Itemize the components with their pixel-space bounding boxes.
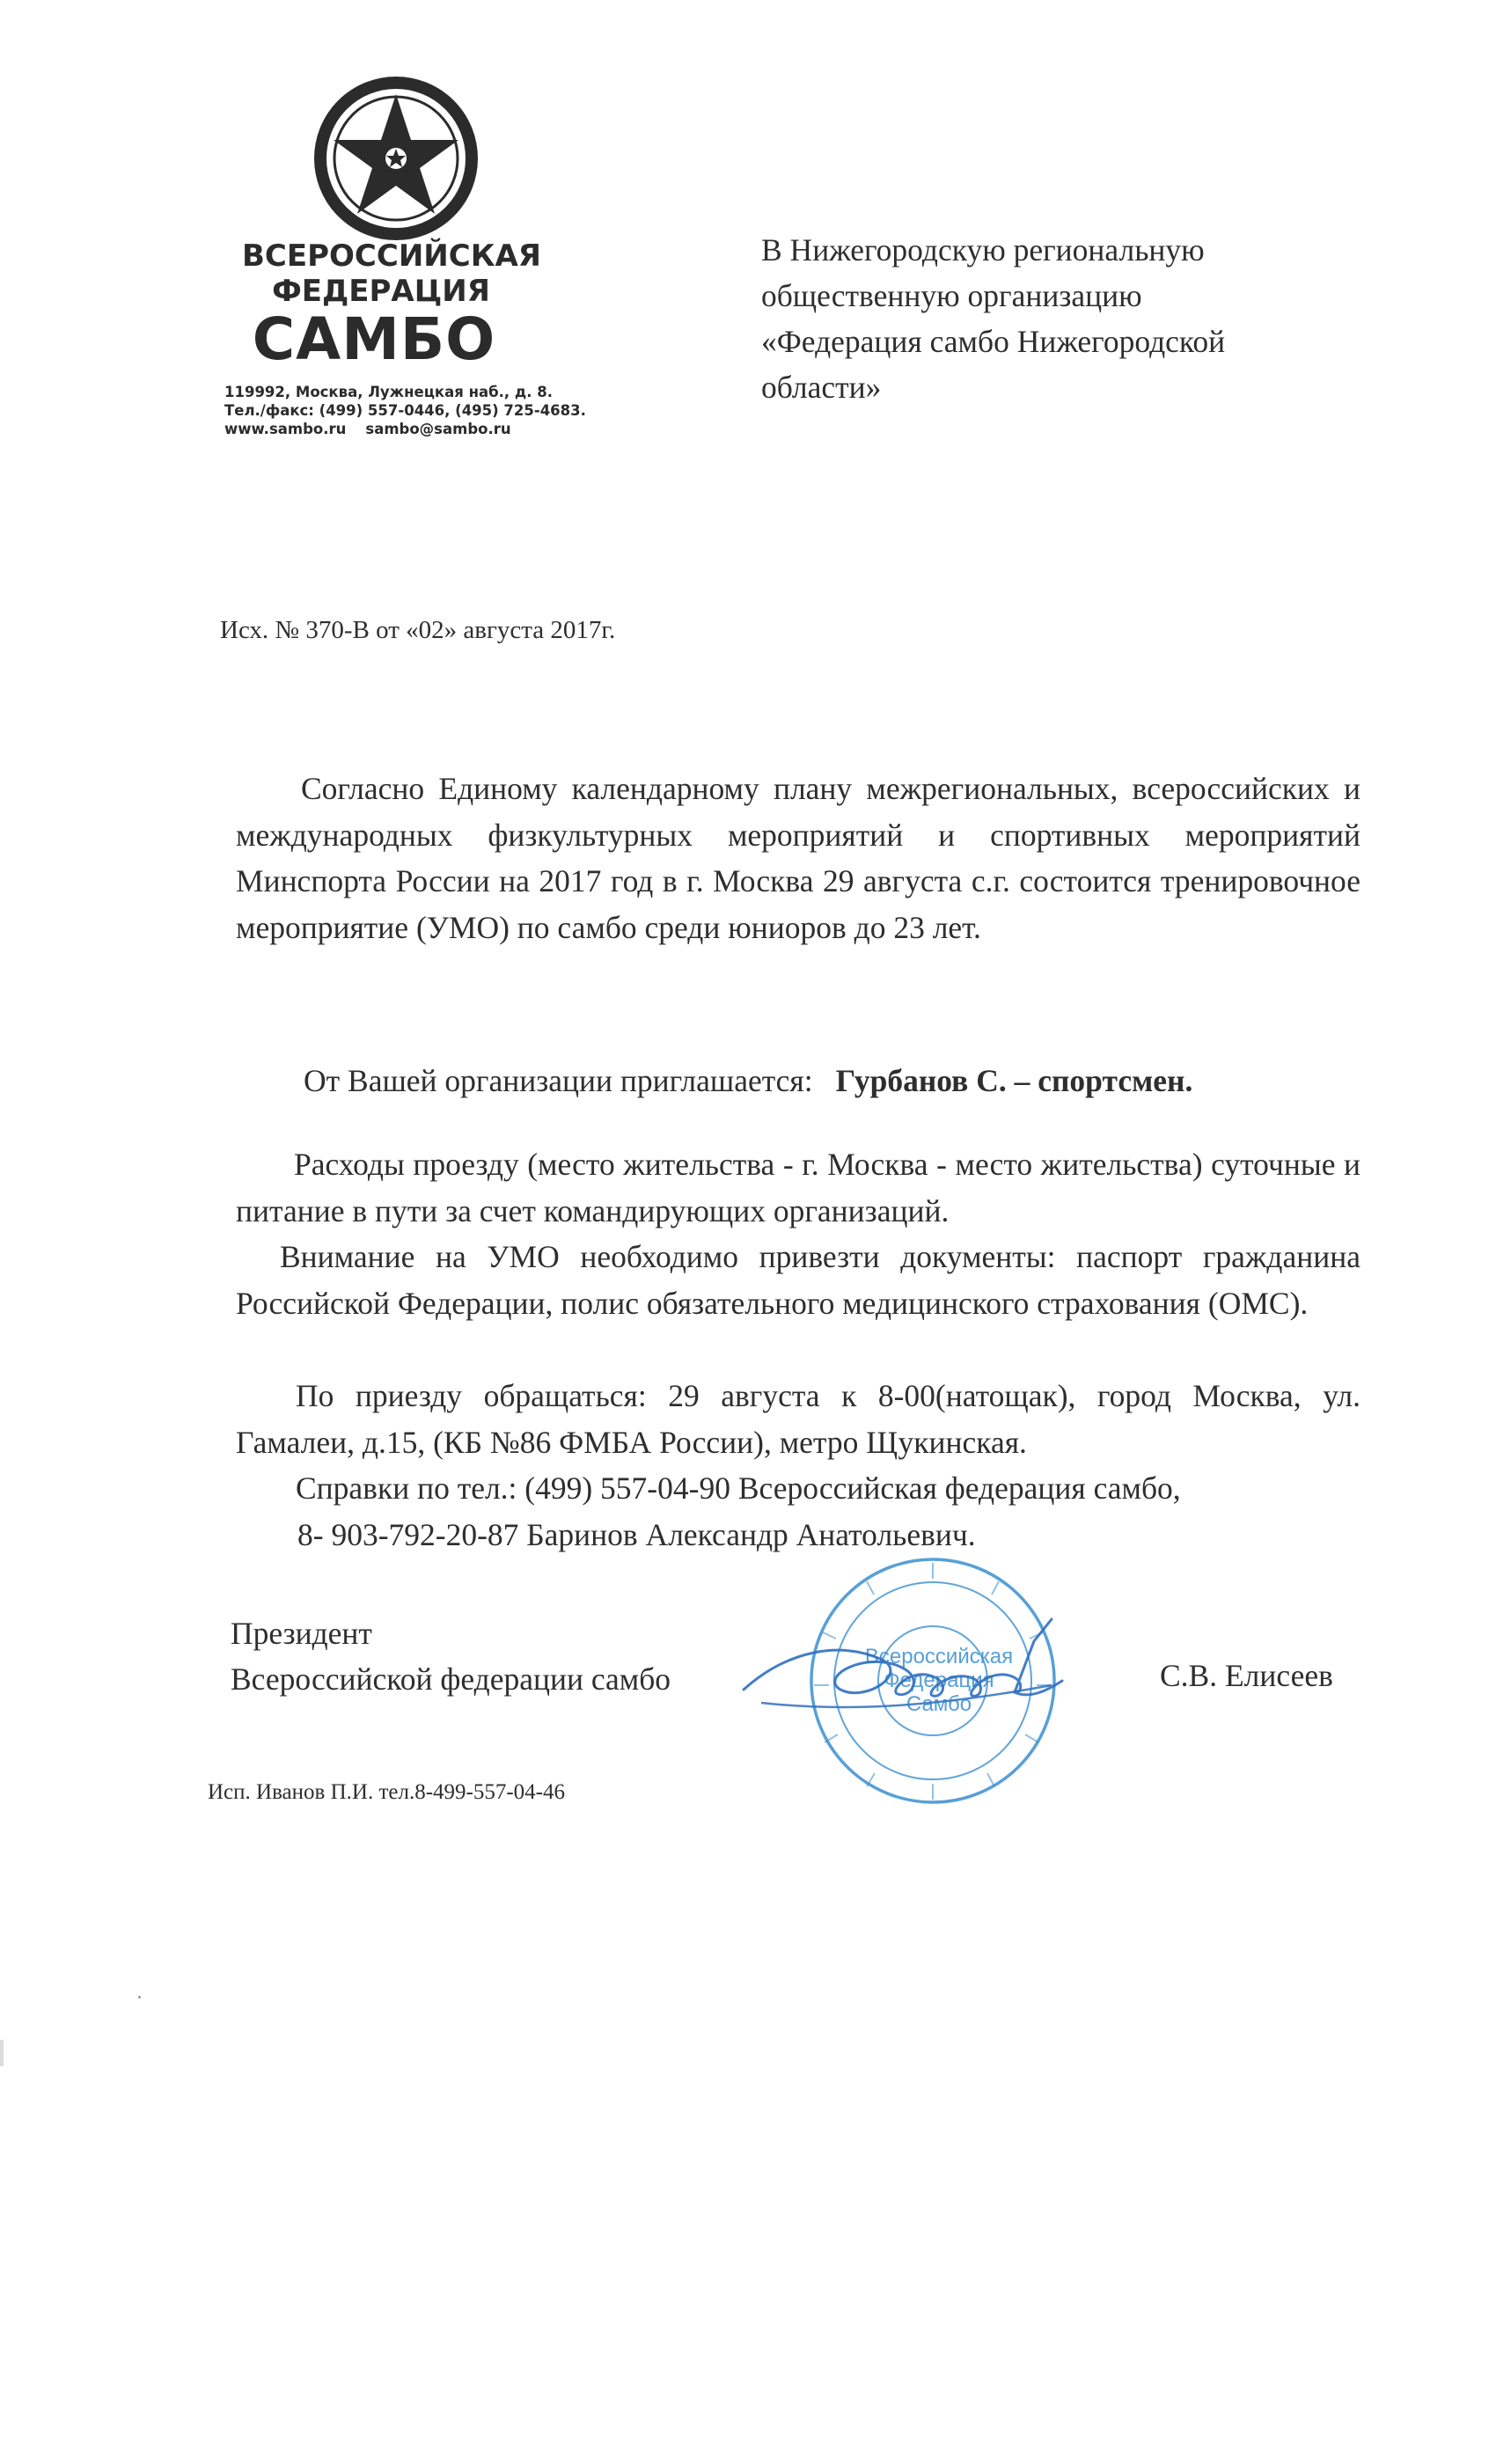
- svg-text:Всероссийская: Всероссийская: [864, 1645, 1014, 1668]
- invite-label: От Вашей организации приглашается:: [304, 1063, 813, 1098]
- svg-text:Федерация: Федерация: [884, 1668, 994, 1692]
- org-phone: Тел./факс: (499) 557-0446, (495) 725-4683.: [224, 402, 586, 419]
- addressee-line: «Федерация самбо Нижегородской: [761, 324, 1226, 359]
- addressee-line: области»: [761, 370, 882, 405]
- outgoing-number: Исх. № 370-В от «02» августа 2017г.: [220, 616, 616, 644]
- official-stamp-and-signature: [735, 1536, 1104, 1817]
- signatory-title-line: Президент: [231, 1616, 372, 1651]
- scan-edge-mark: [0, 2040, 4, 2066]
- star-in-circle-emblem-icon: [312, 75, 480, 242]
- signatory-name: С.В. Елисеев: [1160, 1658, 1333, 1693]
- org-name-line2: ФЕДЕРАЦИЯ: [272, 274, 490, 309]
- body-paragraph: По приезду обращаться: 29 августа к 8-00(натощак), город Москва, ул. Гамалеи, д.15, (КБ №86 ФМБА России), метро Щукинская.: [236, 1378, 1360, 1460]
- signatory-title-line: Всероссийской федерации самбо: [231, 1661, 671, 1697]
- org-email: sambo@sambo.ru: [365, 421, 511, 437]
- letterhead-contacts: [224, 383, 586, 438]
- addressee-line: В Нижегородскую региональную: [761, 232, 1205, 268]
- org-address: 119992, Москва, Лужнецкая наб., д. 8.: [224, 384, 554, 400]
- body-paragraph: Согласно Единому календарному плану межрегиональных, всероссийских и международных физкультурных мероприятий и спортивных мероприятий Минспорта России на 2017 год в г. Москва 29 августа с.г. состоится тренировочное мероприятие (УМО) по самбо среди юниоров до 23 лет.: [236, 771, 1360, 945]
- executor-info: Исп. Иванов П.И. тел.8-499-557-04-46: [208, 1780, 565, 1804]
- org-name-line1: ВСЕРОССИЙСКАЯ: [242, 238, 541, 274]
- body-paragraph: Внимание на УМО необходимо привезти документы: паспорт гражданина Российской Федерации, полис обязательного медицинского страхования (ОМС).: [236, 1239, 1360, 1321]
- addressee-line: общественную организацию: [761, 278, 1142, 313]
- scan-speck: [138, 1996, 141, 1998]
- invited-person: Гурбанов С. – спортсмен.: [835, 1063, 1193, 1098]
- contacts-line: 8- 903-792-20-87 Баринов Александр Анатольевич.: [297, 1516, 976, 1552]
- contacts-line: Справки по тел.: (499) 557-04-90 Всероссийская федерация самбо,: [296, 1470, 1181, 1506]
- invite-line: [304, 1062, 1192, 1099]
- signatory-title: [231, 1610, 671, 1702]
- org-web-row: [224, 420, 586, 438]
- org-website: www.sambo.ru: [224, 421, 347, 437]
- org-name-line3: САМБО: [252, 305, 496, 373]
- svg-text:Самбо: Самбо: [906, 1692, 972, 1716]
- body-paragraph: Расходы проезду (место жительства - г. Москва - место жительства) суточные и питание в пути за счет командирующих организаций.: [236, 1147, 1360, 1228]
- addressee-block: [761, 227, 1377, 410]
